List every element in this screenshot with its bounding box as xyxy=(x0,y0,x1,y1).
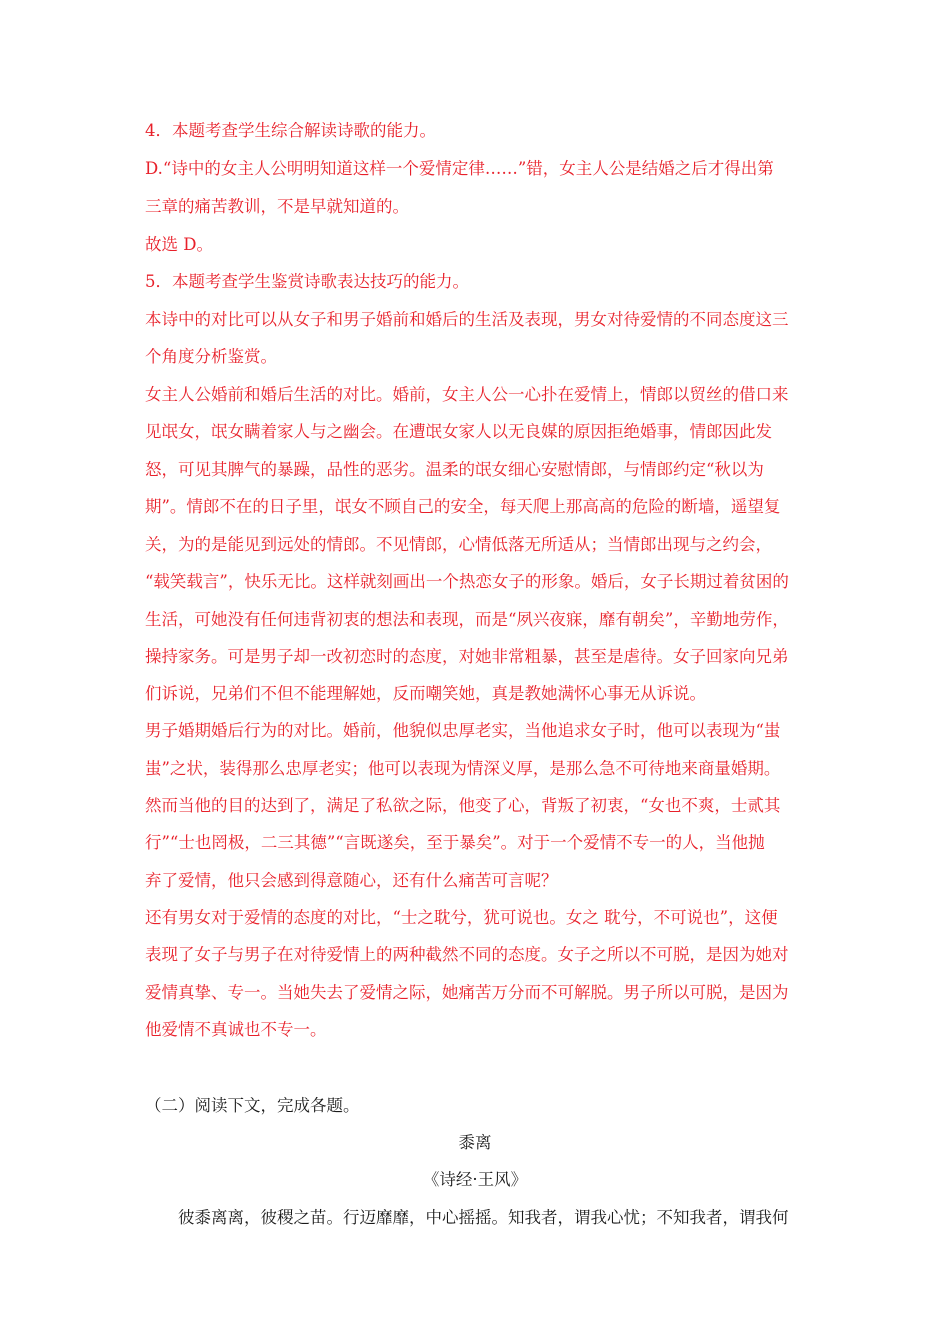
contrast-paragraph-1-line: 期”。情郎不在的日子里，氓女不顾自己的安全，每天爬上那高高的危险的断墙，遥望复 xyxy=(145,497,781,516)
contrast-paragraph-1-line: 操持家务。可是男子却一改初恋时的态度，对她非常粗暴，甚至是虐待。女子回家向兄弟 xyxy=(145,647,789,666)
contrast-paragraph-2: 男子婚期婚后行为的对比。婚前，他貌似忠厚老实，当他追求女子时，他可以表现为“蚩 xyxy=(145,721,781,740)
contrast-paragraph-1-line: 关，为的是能见到远处的情郎。不见情郎，心情低落无所适从；当情郎出现与之约会， xyxy=(145,535,772,554)
contrast-paragraph-1-line: 们诉说，兄弟们不但不能理解她，反而嘲笑她，真是教她满怀心事无从诉说。 xyxy=(145,684,706,703)
contrast-paragraph-2-line: 然而当他的目的达到了，满足了私欲之际，他变了心，背叛了初衷，“女也不爽，士贰其 xyxy=(145,796,781,815)
contrast-paragraph-1-line: 怒，可见其脾气的暴躁，品性的恶劣。温柔的氓女细心安慰情郎，与情郎约定“秋以为 xyxy=(145,460,764,479)
contrast-paragraph-2-line: 弃了爱情，他只会感到得意随心，还有什么痛苦可言呢？ xyxy=(145,871,558,890)
contrast-paragraph-1-line: 见氓女，氓女瞒着家人与之幽会。在遭氓女家人以无良媒的原因拒绝婚事，情郎因此发 xyxy=(145,422,772,441)
q4-option-d-analysis-cont: 三章的痛苦教训，不是早就知道的。 xyxy=(145,197,409,216)
q4-answer: 故选 D。 xyxy=(145,235,213,254)
q4-option-d-analysis: D.“诗中的女主人公明明知道这样一个爱情定律……”错，女主人公是结婚之后才得出第 xyxy=(145,159,774,178)
q5-explanation: 5．本题考查学生鉴赏诗歌表达技巧的能力。 xyxy=(145,272,469,291)
contrast-paragraph-1-line: “载笑载言”，快乐无比。这样就刻画出一个热恋女子的形象。婚后，女子长期过着贫困的 xyxy=(145,572,789,591)
q5-intro: 本诗中的对比可以从女子和男子婚前和婚后的生活及表现，男女对待爱情的不同态度这三 xyxy=(145,310,789,329)
contrast-paragraph-1-line: 生活，可她没有任何违背初衷的想法和表现，而是“夙兴夜寐，靡有朝矣”，辛勤地劳作， xyxy=(145,610,789,629)
contrast-paragraph-1: 女主人公婚前和婚后生活的对比。婚前，女主人公一心扑在爱情上，情郎以贸丝的借口来 xyxy=(145,385,789,404)
poem-title: 黍离 xyxy=(458,1133,492,1152)
contrast-paragraph-3-line: 他爱情不真诚也不专一。 xyxy=(145,1020,327,1039)
contrast-paragraph-3: 还有男女对于爱情的态度的对比，“士之耽兮，犹可说也。女之 耽兮，不可说也”，这便 xyxy=(145,908,778,927)
poem-source: 《诗经·王风》 xyxy=(422,1170,528,1189)
q4-explanation: 4．本题考查学生综合解读诗歌的能力。 xyxy=(145,121,436,140)
contrast-paragraph-3-line: 爱情真挚、专一。当她失去了爱情之际，她痛苦万分而不可解脱。男子所以可脱，是因为 xyxy=(145,983,789,1002)
contrast-paragraph-2-line: 蚩”之状，装得那么忠厚老实；他可以表现为情深义厚，是那么急不可待地来商量婚期。 xyxy=(145,759,781,778)
poem-text: 彼黍离离，彼稷之苗。行迈靡靡，中心摇摇。知我者，谓我心忧；不知我者，谓我何 xyxy=(178,1208,789,1227)
section-heading: （二）阅读下文，完成各题。 xyxy=(145,1096,360,1115)
contrast-paragraph-2-line: 行”“士也罔极，二三其德”“言既遂矣，至于暴矣”。对于一个爱情不专一的人，当他抛 xyxy=(145,833,765,852)
contrast-paragraph-3-line: 表现了女子与男子在对待爱情上的两种截然不同的态度。女子之所以不可脱，是因为她对 xyxy=(145,945,789,964)
q5-intro-cont: 个角度分析鉴赏。 xyxy=(145,347,277,366)
